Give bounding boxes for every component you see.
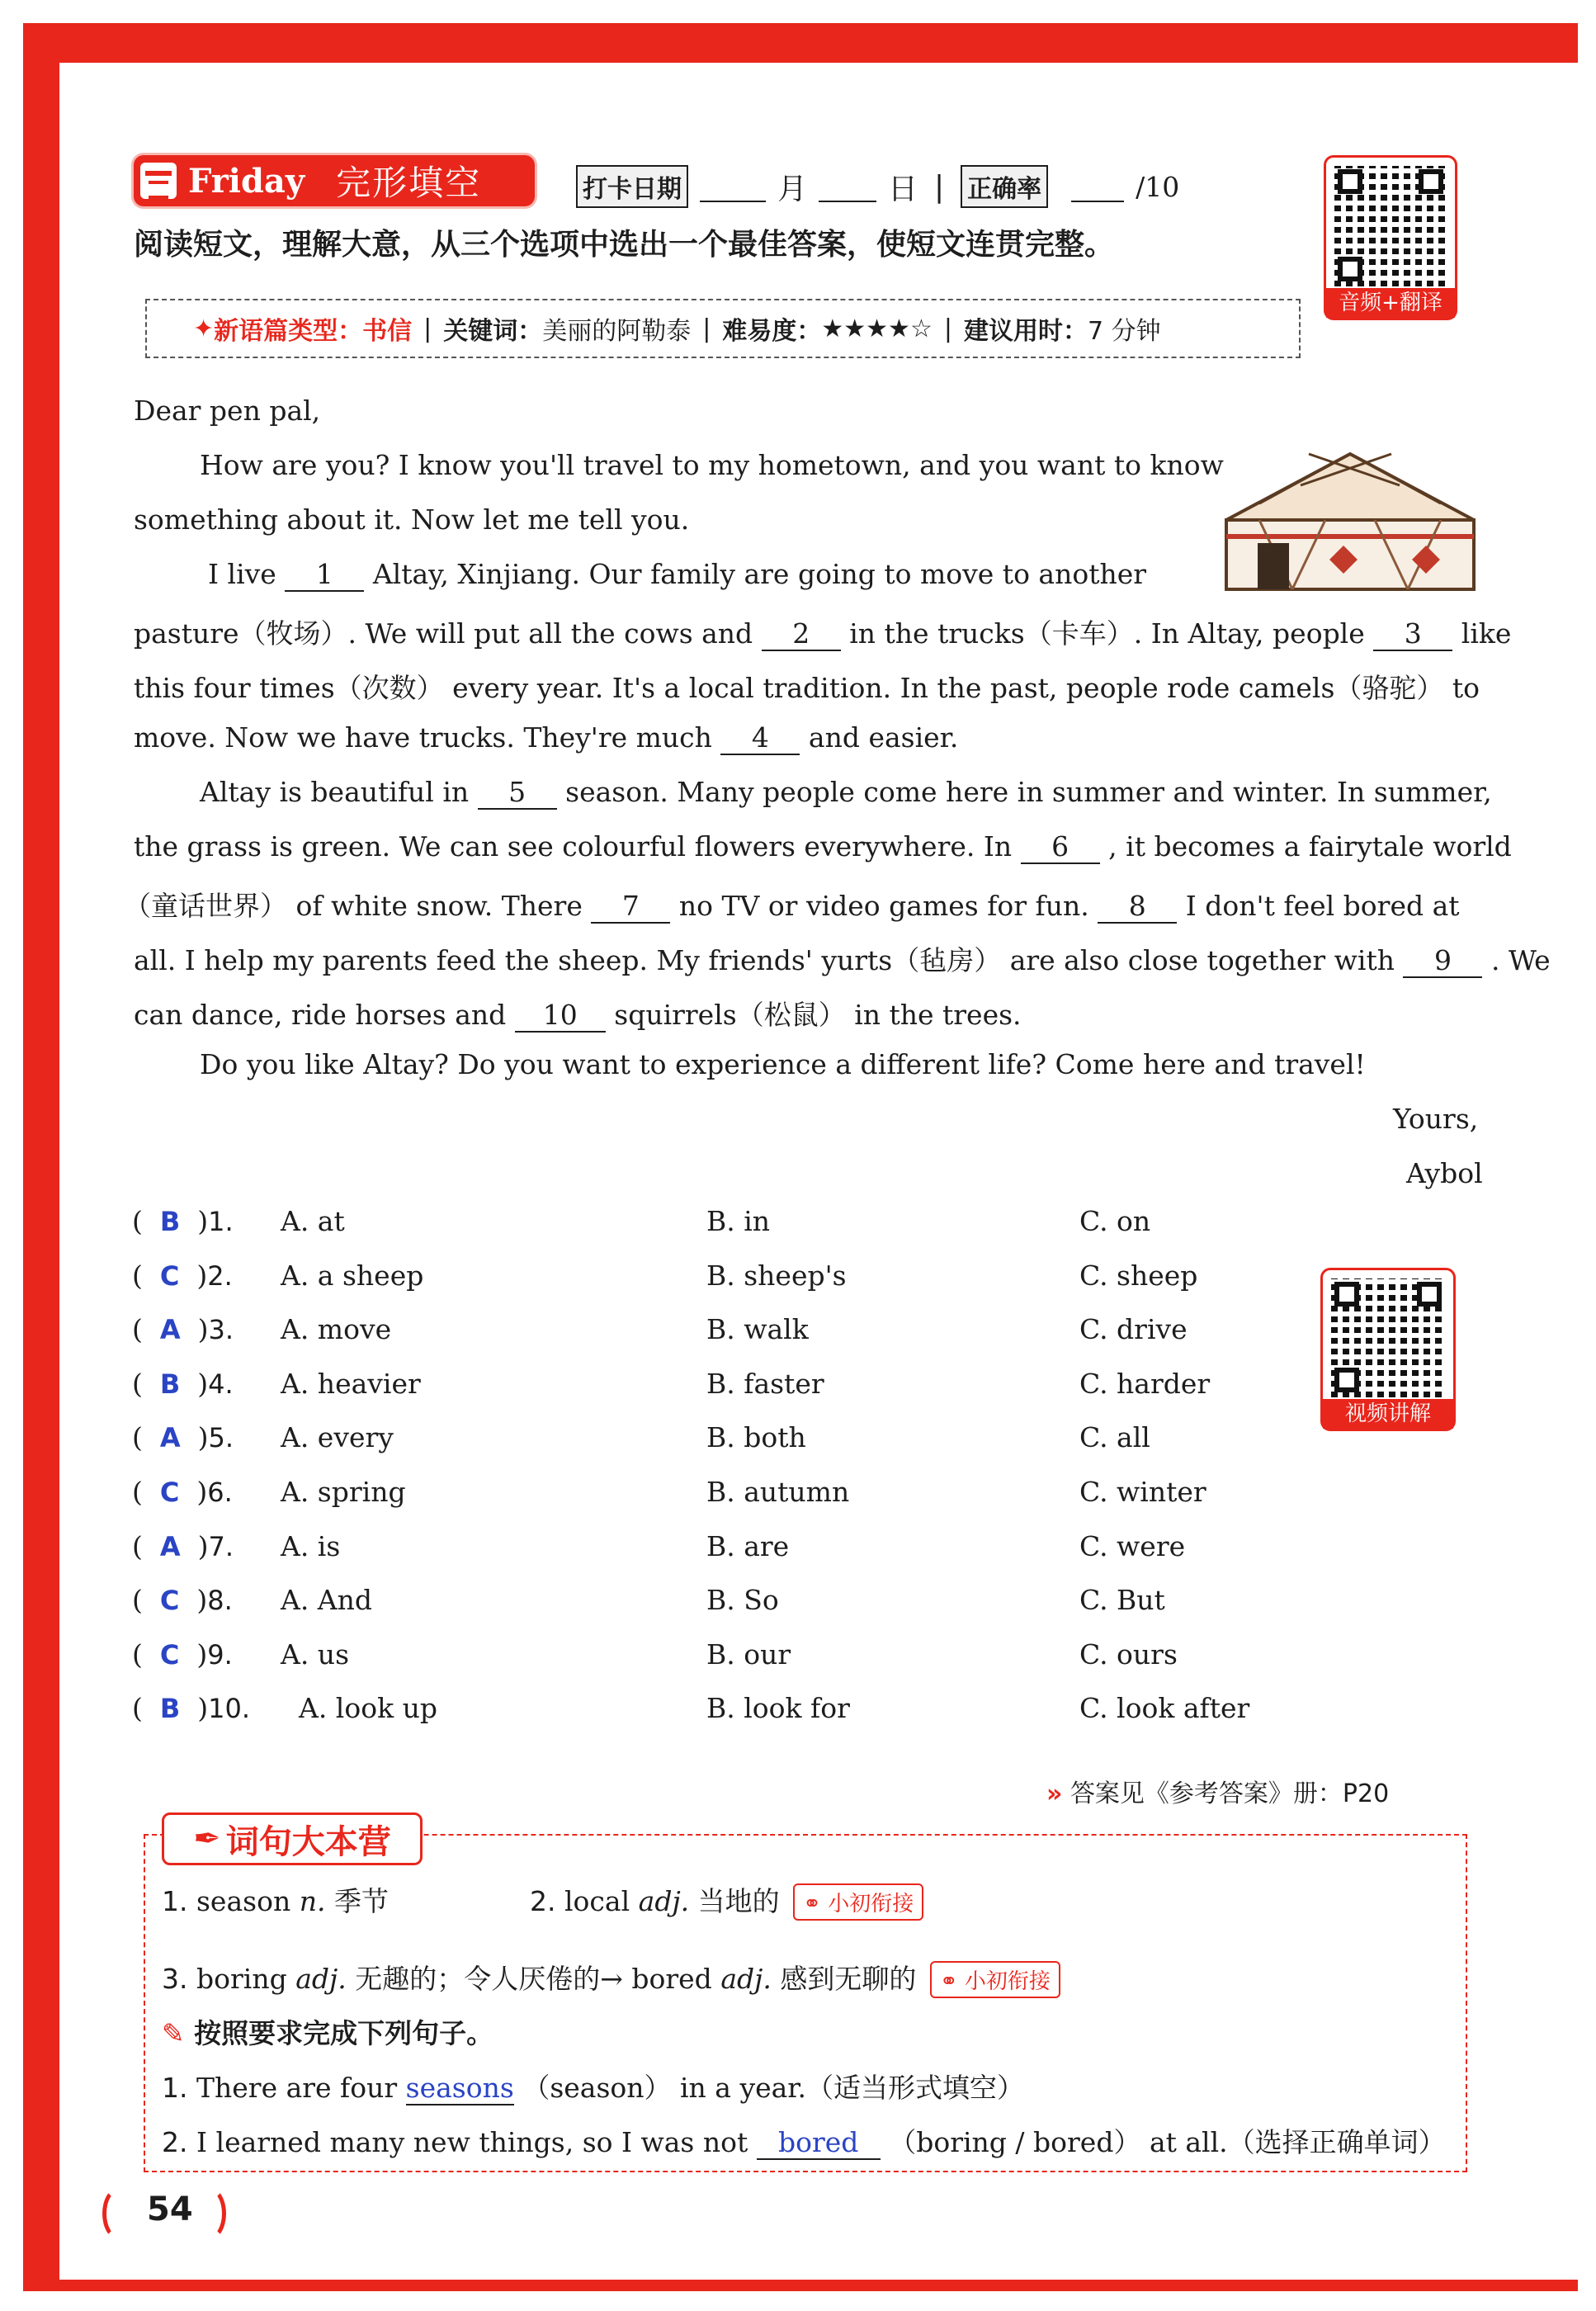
link-icon: ⚭	[939, 1969, 965, 1994]
accuracy-total: /10	[1136, 170, 1180, 203]
answer-slot[interactable]: ( A )5.	[132, 1421, 234, 1453]
passage-info-box: ✦ 新语篇类型：书信 | 关键词： 美丽的阿勒泰 | 难易度： ★★★★☆ | 建议用时： 7 分钟	[145, 299, 1301, 358]
letter-line: all. I help my parents feed the sheep. My friends' yurts（毡房） are also close together with 9 . We	[134, 944, 1551, 976]
question-number: 8.	[207, 1585, 233, 1616]
day-unit-label: 日	[888, 172, 918, 206]
accuracy-field[interactable]	[1071, 171, 1124, 202]
exercise-1-answer[interactable]: seasons	[405, 2072, 514, 2104]
accuracy-label: 正确率	[961, 165, 1048, 208]
answer-slot[interactable]: ( A )3.	[132, 1313, 234, 1345]
section-title-badge	[134, 155, 535, 206]
checkin-label: 打卡日期	[576, 165, 688, 208]
letter-line: this four times（次数） every year. It's a local tradition. In the past, people rode camels（骆驼） to	[134, 672, 1480, 704]
blank-10[interactable]: 10	[515, 999, 606, 1033]
letter-line: move. Now we have trucks. They're much 4 and easier.	[134, 721, 959, 754]
page-frame-corner	[1565, 23, 1578, 61]
blank-7[interactable]: 7	[591, 890, 670, 924]
answer-slot[interactable]: ( B )10.	[132, 1692, 250, 1724]
question-number: 2.	[207, 1260, 233, 1292]
answer-slot[interactable]: ( C )6.	[132, 1476, 233, 1508]
qr-finder	[1334, 1368, 1359, 1392]
pencil-icon: ✎	[162, 2017, 185, 2049]
answer-letter: B	[159, 1206, 181, 1237]
option-b[interactable]: B. walk	[706, 1313, 809, 1345]
feather-icon: ✒	[193, 1820, 221, 1858]
link-tag: ⚭ 小初衔接	[930, 1961, 1060, 1998]
letter-signature: Aybol	[1406, 1157, 1483, 1189]
letter-line: can dance, ride horses and 10 squirrels（松鼠） in the trees.	[134, 999, 1022, 1031]
exercise-1: 1. There are four seasons （season） in a year.（适当形式填空）	[162, 2072, 1024, 2104]
answer-slot[interactable]: ( C )2.	[132, 1259, 233, 1292]
qr-finder	[1419, 169, 1443, 194]
question-number: 1.	[208, 1206, 234, 1237]
question-number: 7.	[208, 1531, 234, 1562]
month-field[interactable]	[700, 171, 766, 202]
answer-letter: C	[159, 1260, 180, 1292]
blank-6[interactable]: 6	[1021, 830, 1100, 864]
option-a[interactable]: A. heavier	[281, 1368, 421, 1400]
day-field[interactable]	[819, 171, 876, 202]
time-label: 建议用时：	[963, 317, 1088, 346]
blank-1[interactable]: 1	[285, 558, 364, 592]
option-b[interactable]: B. both	[706, 1421, 806, 1453]
option-a[interactable]: A. move	[281, 1313, 392, 1345]
option-c[interactable]: C. ours	[1079, 1638, 1178, 1671]
option-b[interactable]: B. look for	[706, 1692, 850, 1724]
letter-line: the grass is green. We can see colourful flowers everywhere. In 6 , it becomes a fairytale world	[134, 830, 1512, 862]
option-a[interactable]: A. spring	[281, 1476, 406, 1508]
section-name: 完形填空	[336, 163, 482, 203]
genre-label: 新语篇类型：书信	[214, 317, 413, 346]
question-number: 9.	[207, 1639, 233, 1671]
vocab-item-2: 2. local adj. 当地的 ⚭ 小初衔接	[530, 1880, 923, 1921]
option-b[interactable]: B. are	[706, 1530, 790, 1562]
qr-code-audio[interactable]	[1324, 155, 1457, 320]
double-chevron-icon: »	[1046, 1779, 1063, 1808]
checkin-row	[576, 165, 1179, 208]
option-a[interactable]: A. us	[281, 1638, 349, 1671]
option-c[interactable]: C. But	[1079, 1584, 1165, 1616]
option-a[interactable]: A. a sheep	[281, 1259, 424, 1292]
option-c[interactable]: C. sheep	[1079, 1259, 1198, 1292]
option-c[interactable]: C. drive	[1079, 1313, 1188, 1345]
option-c[interactable]: C. all	[1079, 1421, 1150, 1453]
blank-5[interactable]: 5	[478, 776, 557, 810]
question-number: 4.	[208, 1368, 234, 1400]
letter-greeting: Dear pen pal,	[134, 395, 321, 427]
option-b[interactable]: B. our	[706, 1638, 791, 1671]
option-c[interactable]: C. look after	[1079, 1692, 1250, 1724]
option-a[interactable]: A. And	[281, 1584, 373, 1616]
option-b[interactable]: B. faster	[706, 1368, 824, 1400]
calendar-icon	[140, 163, 177, 199]
answer-slot[interactable]: ( C )8.	[132, 1584, 233, 1616]
page-number: 54	[147, 2190, 193, 2228]
option-a[interactable]: A. every	[281, 1421, 394, 1453]
option-b[interactable]: B. So	[706, 1584, 779, 1616]
vocab-title: ✒ 词句大本营	[162, 1812, 423, 1865]
option-c[interactable]: C. were	[1079, 1530, 1186, 1562]
keywords-label: 关键词：	[443, 317, 543, 346]
answer-letter: C	[159, 1585, 180, 1616]
answer-letter: A	[159, 1422, 181, 1453]
qr-finder	[1334, 1282, 1359, 1307]
blank-9[interactable]: 9	[1403, 944, 1482, 978]
yurt-illustration	[1210, 446, 1490, 598]
blank-8[interactable]: 8	[1098, 890, 1177, 924]
letter-line: （童话世界） of white snow. There 7 no TV or video games for fun. 8 I don't feel bored at	[124, 890, 1460, 922]
qr-audio-label: 音频+翻译	[1326, 288, 1455, 318]
answer-letter: C	[159, 1639, 180, 1671]
qr-finder	[1338, 169, 1362, 194]
answer-slot[interactable]: ( B )1.	[132, 1205, 234, 1237]
page-frame-left	[23, 23, 59, 2285]
letter-line: something about it. Now let me tell you.	[134, 503, 690, 536]
divider: |	[934, 169, 945, 204]
blank-4[interactable]: 4	[720, 721, 800, 755]
option-a[interactable]: A. is	[281, 1530, 341, 1562]
qr-code-video[interactable]	[1320, 1268, 1456, 1431]
option-a[interactable]: A. look up	[299, 1692, 437, 1724]
day-label: Friday	[188, 161, 305, 201]
blank-2[interactable]: 2	[762, 617, 841, 651]
answer-slot[interactable]: ( B )4.	[132, 1368, 234, 1400]
time-value: 7 分钟	[1087, 317, 1161, 346]
answer-slot[interactable]: ( C )9.	[132, 1638, 233, 1671]
option-c[interactable]: C. harder	[1079, 1368, 1211, 1400]
option-b[interactable]: B. sheep's	[706, 1259, 847, 1292]
answer-letter: A	[159, 1531, 181, 1562]
qr-finder	[1417, 1282, 1442, 1307]
vocab-task: ✎ 按照要求完成下列句子。	[162, 2017, 494, 2049]
lightbulb-icon: ✦	[193, 314, 215, 343]
page-frame-top	[23, 23, 1578, 63]
letter-line: Altay is beautiful in 5 season. Many people come here in summer and winter. In summer,	[200, 776, 1492, 808]
question-number: 6.	[207, 1477, 233, 1508]
letter-closing: Yours,	[1393, 1103, 1479, 1135]
answer-slot[interactable]: ( A )7.	[132, 1530, 234, 1562]
qr-finder	[1338, 257, 1362, 281]
option-c[interactable]: C. winter	[1079, 1476, 1206, 1508]
blank-3[interactable]: 3	[1373, 617, 1452, 651]
instruction-text: 阅读短文，理解大意，从三个选项中选出一个最佳答案，使短文连贯完整。	[134, 228, 1115, 262]
keywords-value: 美丽的阿勒泰	[542, 317, 692, 346]
letter-line: pasture（牧场）. We will put all the cows and 2 in the trucks（卡车）. In Altay, people 3 like	[134, 617, 1512, 650]
qr-video-label: 视频讲解	[1323, 1399, 1453, 1429]
letter-line: I live 1 Altay, Xinjiang. Our family are going to move to another	[208, 558, 1147, 590]
answer-letter: B	[159, 1368, 181, 1400]
exercise-2: 2. I learned many new things, so I was not bored （boring / bored） at all.（选择正确单词）	[162, 2126, 1446, 2158]
page-frame-bottom	[23, 2280, 1578, 2291]
letter-line: How are you? I know you'll travel to my hometown, and you want to know	[200, 449, 1224, 481]
difficulty-label: 难易度：	[722, 317, 822, 346]
question-number: 3.	[208, 1314, 234, 1345]
answer-letter: C	[159, 1477, 180, 1508]
answer-letter: B	[159, 1693, 181, 1724]
option-b[interactable]: B. autumn	[706, 1476, 850, 1508]
link-tag: ⚭ 小初衔接	[793, 1883, 923, 1921]
option-c[interactable]: C. on	[1079, 1205, 1151, 1237]
laurel-left-icon	[102, 2187, 135, 2240]
vocab-item-3: 3. boring adj. 无趣的；令人厌倦的→ bored adj. 感到无聊的 ⚭ 小初衔接	[162, 1958, 1060, 1998]
question-number: 10.	[208, 1693, 250, 1724]
question-number: 5.	[208, 1422, 234, 1453]
letter-line: Do you like Altay? Do you want to experience a different life? Come here and travel!	[200, 1048, 1366, 1080]
difficulty-stars: ★★★★☆	[821, 314, 933, 343]
vocab-item-1: 1. season n. 季节	[162, 1885, 389, 1917]
answer-letter: A	[159, 1314, 181, 1345]
link-icon: ⚭	[803, 1892, 829, 1916]
answer-reference: » 答案见《参考答案》册：P20	[1046, 1779, 1390, 1808]
option-a[interactable]: A. at	[281, 1205, 345, 1237]
laurel-right-icon	[193, 2187, 226, 2240]
month-label: 月	[777, 172, 808, 206]
exercise-2-answer[interactable]: bored	[757, 2126, 881, 2160]
option-b[interactable]: B. in	[706, 1205, 771, 1237]
